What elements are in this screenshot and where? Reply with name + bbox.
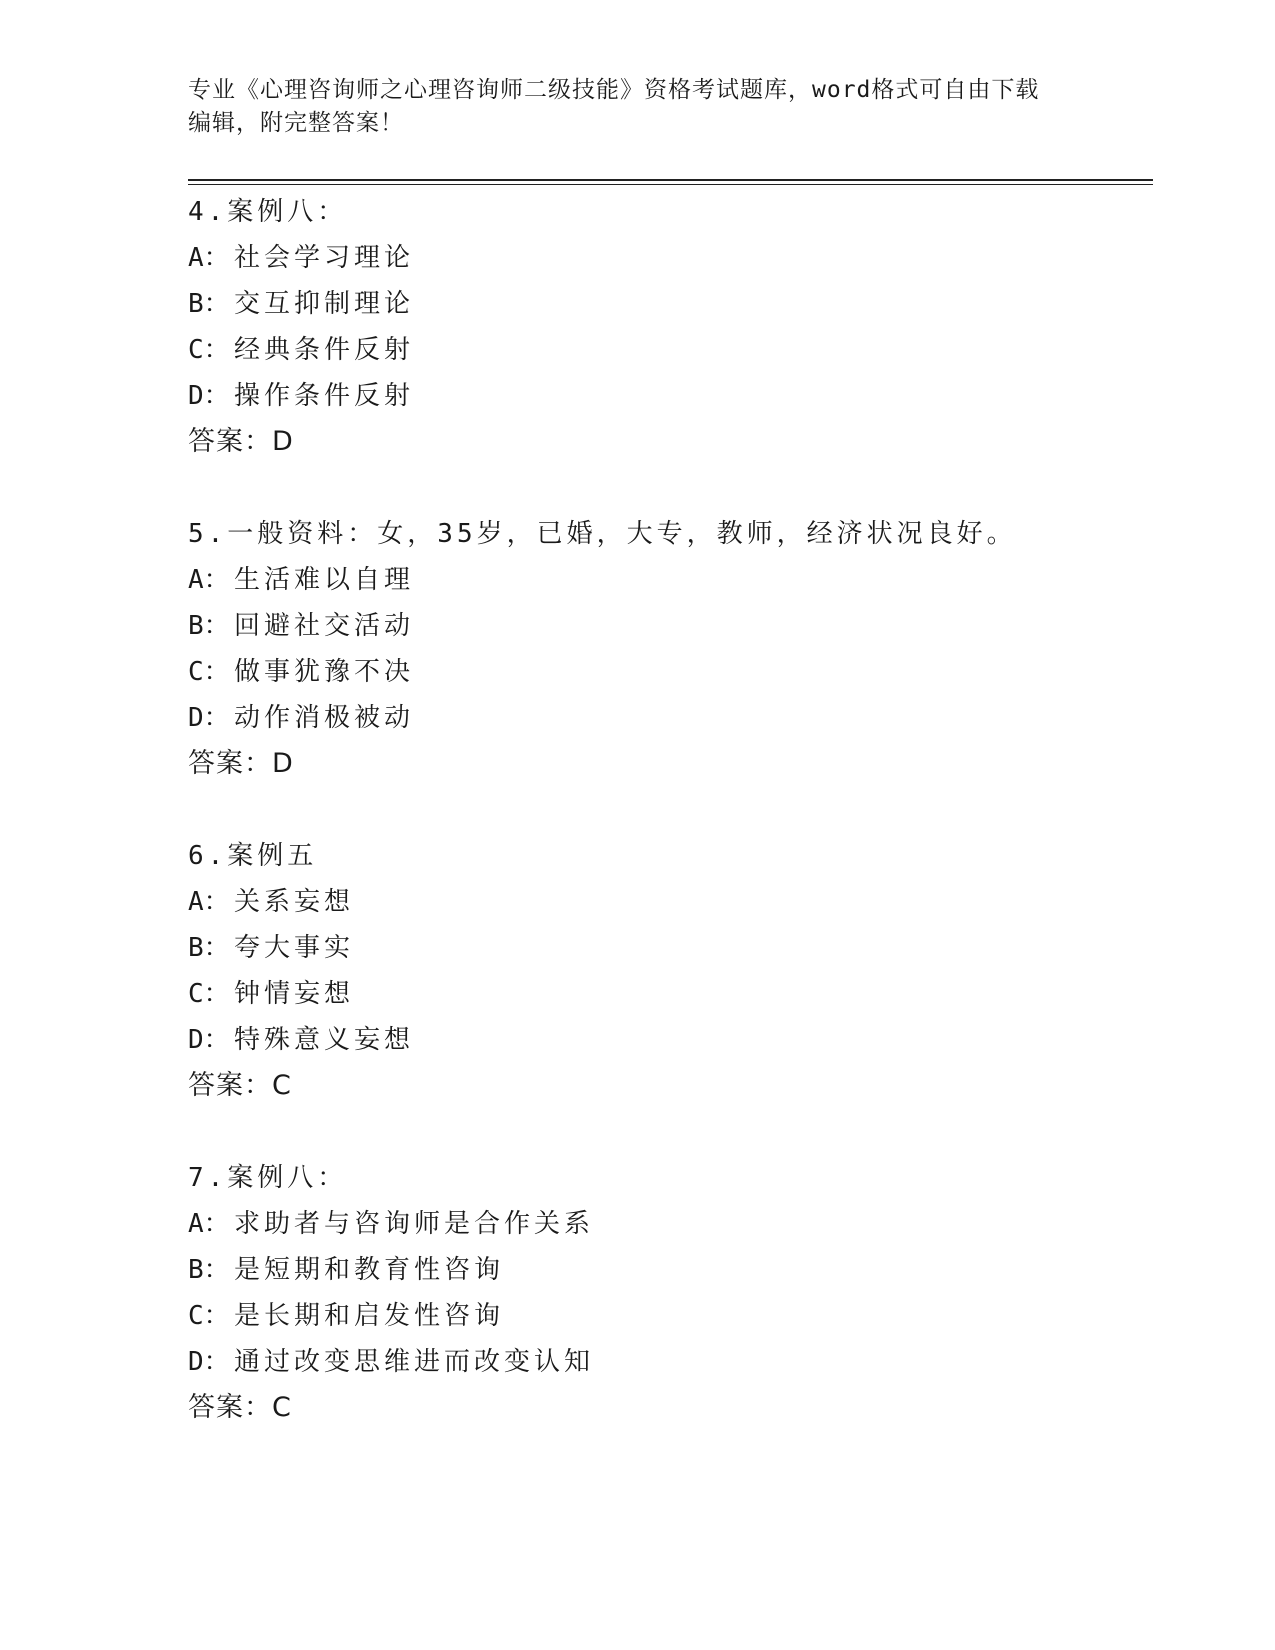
option-text: 是长期和启发性咨询 [234, 1301, 505, 1331]
question-list [188, 189, 1153, 1477]
answer-line: 答案：C [188, 1070, 292, 1101]
option-text: 社会学习理论 [234, 243, 415, 273]
option-text: 做事犹豫不决 [234, 657, 415, 687]
option-text: 经典条件反射 [234, 335, 415, 365]
option-a [188, 235, 1153, 281]
option-text: 操作条件反射 [234, 381, 415, 411]
question-4 [188, 189, 1153, 465]
option-key: A： [188, 565, 230, 595]
option-text: 是短期和教育性咨询 [234, 1255, 505, 1285]
option-key: D： [188, 381, 230, 411]
option-text: 通过改变思维进而改变认知 [234, 1347, 595, 1377]
option-key: D： [188, 1347, 230, 1377]
option-key: A： [188, 243, 230, 273]
option-text: 钟情妄想 [234, 979, 355, 1009]
option-text: 生活难以自理 [234, 565, 415, 595]
question-stem: 6.案例五 [188, 841, 318, 871]
question-5 [188, 511, 1153, 787]
option-c [188, 1293, 1153, 1339]
question-stem: 7.案例八： [188, 1163, 348, 1193]
option-text: 关系妄想 [234, 887, 355, 917]
option-a [188, 557, 1153, 603]
option-b [188, 603, 1153, 649]
option-d [188, 373, 1153, 419]
header-line-1: 专业《心理咨询师之心理咨询师二级技能》资格考试题库，word格式可自由下载 [188, 77, 1040, 103]
option-key: B： [188, 289, 230, 319]
header-line-2: 编辑，附完整答案！ [188, 110, 404, 136]
option-b [188, 281, 1153, 327]
option-key: A： [188, 1209, 230, 1239]
option-c [188, 327, 1153, 373]
option-key: D： [188, 1025, 230, 1055]
option-key: C： [188, 979, 230, 1009]
question-6 [188, 833, 1153, 1109]
document-header [188, 74, 1088, 140]
option-text: 求助者与咨询师是合作关系 [234, 1209, 595, 1239]
answer-line: 答案：C [188, 1392, 292, 1423]
question-7 [188, 1155, 1153, 1431]
question-stem: 5.一般资料：女，35岁，已婚，大专，教师，经济状况良好。 [188, 519, 1017, 549]
option-key: C： [188, 1301, 230, 1331]
answer-line: 答案：D [188, 426, 294, 457]
option-key: D： [188, 703, 230, 733]
option-key: C： [188, 335, 230, 365]
option-key: B： [188, 933, 230, 963]
option-key: B： [188, 1255, 230, 1285]
option-key: C： [188, 657, 230, 687]
option-a [188, 1201, 1153, 1247]
option-a [188, 879, 1153, 925]
option-key: A： [188, 887, 230, 917]
option-d [188, 1017, 1153, 1063]
option-text: 特殊意义妄想 [234, 1025, 415, 1055]
option-b [188, 1247, 1153, 1293]
header-divider-top [188, 179, 1153, 181]
header-divider-bottom [188, 184, 1153, 185]
option-text: 回避社交活动 [234, 611, 415, 641]
option-key: B： [188, 611, 230, 641]
option-text: 动作消极被动 [234, 703, 415, 733]
option-text: 交互抑制理论 [234, 289, 415, 319]
option-d [188, 1339, 1153, 1385]
option-d [188, 695, 1153, 741]
option-c [188, 649, 1153, 695]
option-c [188, 971, 1153, 1017]
option-text: 夸大事实 [234, 933, 355, 963]
answer-line: 答案：D [188, 748, 294, 779]
option-b [188, 925, 1153, 971]
question-stem: 4.案例八： [188, 197, 348, 227]
